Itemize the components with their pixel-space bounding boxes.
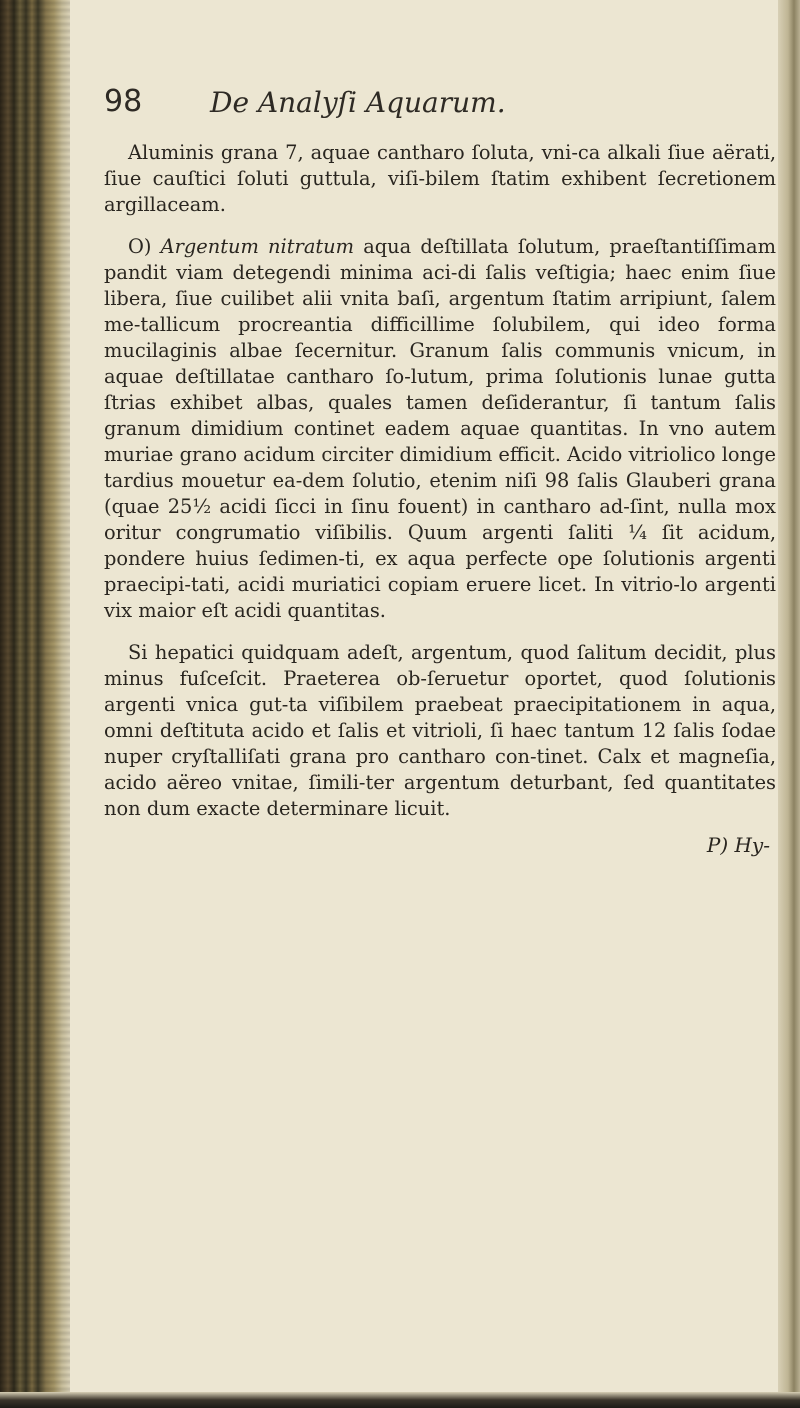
paragraph-text: aqua deſtillata ſolutum, praeſtantiſſimam pandit viam detegendi minima aci-di ſalis veſtigia; haec enim ſiue libera, ſiue cuilibet alii vnita baſi, argentum ſtatim arripiunt, ſalem me-tallicum procreantia difficillime ſolubilem, qui ideo forma mucilaginis albae ſecernitur. Granum ſalis communis vnicum, in aquae deſtillatae cantharo ſo-lutum, prima ſolutionis lunae gutta ſtrias exhibet albas, quales tamen deſiderantur, ſi tantum ſalis granum dimidium continet eadem aquae quantitas. In vno autem muriae grano acidum circiter dimidium efficit. Acido vitriolico longe tardius mouetur ea-dem ſolutio, etenim niſi 98 ſalis Glauberi grana (quae 25½ acidi ſicci in ſinu fouent) in cantharo ad-ſint, nulla mox oritur congrumatio viſibilis. Quum argenti ſaliti ¼ ſit acidum, pondere huius ſedimen-ti, ex aqua perfecte ope ſolutionis argenti praecipi-tati, acidi muriatici copiam eruere licet. In vitrio-lo argenti vix maior eſt acidi quantitas. [104, 235, 776, 622]
page-edge-bottom [0, 1392, 800, 1408]
book-page [104, 84, 776, 858]
body-text [104, 140, 776, 858]
paragraph-argentum-nitratum [104, 234, 776, 624]
paragraph-text: Si hepatici quidquam adeſt, argentum, quod ſalitum decidit, plus minus fuſceſcit. Praeterea ob-ſeruetur oportet, quod ſolutionis argenti vnica gut-ta viſibilem praebeat praecipitationem in aqua, omni deſtituta acido et ſalis et vitrioli, ſi haec tantum 12 ſalis ſodae nuper cryſtalliſati grana pro cantharo con-tinet. Calx et magneſia, acido aëreo vnitae, ſimili-ter argentum deturbant, ſed quantitates non dum exacte determinare licuit. [104, 641, 776, 820]
page-number: 98 [104, 84, 143, 119]
section-heading: Argentum nitratum [160, 235, 355, 258]
section-label: O) [128, 235, 152, 258]
page-header [104, 84, 776, 132]
paragraph-hepatici [104, 640, 776, 822]
page-edge-right [778, 0, 800, 1408]
paragraph-aluminis [104, 140, 776, 218]
paragraph-text: Aluminis grana 7, aquae cantharo ſoluta, vni-ca alkali ſiue aërati, ſiue cauſtici ſoluti guttula, viſi-bilem ſtatim exhibent ſecretionem argillaceam. [104, 141, 776, 216]
book-binding [0, 0, 70, 1408]
catchword: P) Hy- [706, 833, 770, 857]
running-title: De Analyſi Aquarum. [210, 86, 506, 119]
